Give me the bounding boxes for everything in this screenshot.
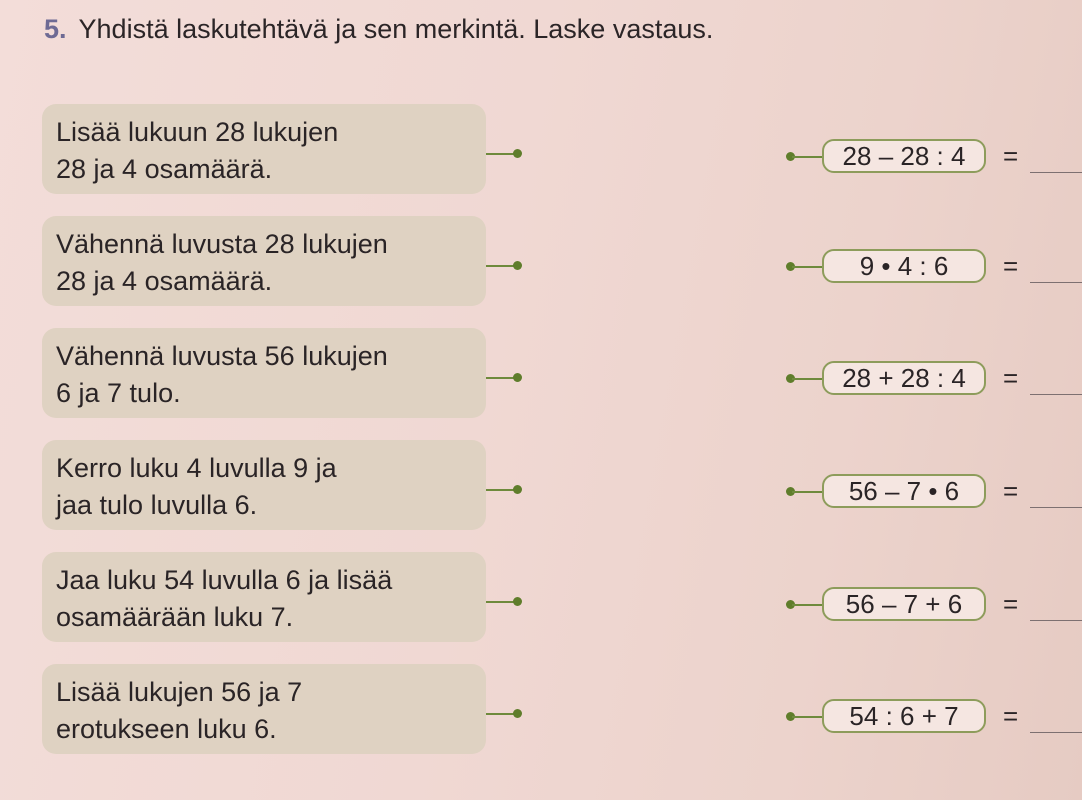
prompt-box-5 (42, 552, 486, 642)
exercise-number: 5. (44, 14, 67, 44)
prompt-box-1 (42, 104, 486, 194)
match-dot-left-5[interactable] (513, 597, 522, 606)
prompt-line: 6 ja 7 tulo. (56, 378, 181, 408)
equals-sign: = (1003, 701, 1019, 731)
equals-sign: = (1003, 476, 1019, 506)
connector-stub (792, 716, 822, 718)
connector-stub (486, 265, 516, 267)
prompt-line: 28 ja 4 osamäärä. (56, 266, 273, 296)
answer-blank-5[interactable] (1030, 620, 1082, 621)
prompt-line: 28 ja 4 osamäärä. (56, 154, 273, 184)
prompt-line: Vähennä luvusta 28 lukujen (56, 229, 388, 259)
connector-stub (792, 491, 822, 493)
connector-stub (792, 266, 822, 268)
prompt-line: Lisää lukujen 56 ja 7 (56, 677, 303, 707)
equals-sign: = (1003, 363, 1019, 393)
prompt-box-4 (42, 440, 486, 530)
expression-box-3: 28 + 28 : 4 (822, 361, 986, 395)
connector-stub (486, 153, 516, 155)
answer-blank-4[interactable] (1030, 507, 1082, 508)
exercise-heading (44, 12, 713, 46)
expression-box-5: 56 – 7 + 6 (822, 587, 986, 621)
answer-blank-3[interactable] (1030, 394, 1082, 395)
prompt-box-6 (42, 664, 486, 754)
connector-stub (792, 604, 822, 606)
prompt-line: Kerro luku 4 luvulla 9 ja (56, 453, 337, 483)
expression-box-4: 56 – 7 • 6 (822, 474, 986, 508)
prompt-line: osamäärään luku 7. (56, 602, 294, 632)
expression-box-1: 28 – 28 : 4 (822, 139, 986, 173)
match-dot-left-4[interactable] (513, 485, 522, 494)
connector-stub (792, 156, 822, 158)
equals-sign: = (1003, 141, 1019, 171)
equals-sign: = (1003, 251, 1019, 281)
prompt-line: Vähennä luvusta 56 lukujen (56, 341, 388, 371)
answer-blank-1[interactable] (1030, 172, 1082, 173)
prompt-line: Jaa luku 54 luvulla 6 ja lisää (56, 565, 393, 595)
connector-stub (486, 601, 516, 603)
equals-sign: = (1003, 589, 1019, 619)
connector-stub (486, 713, 516, 715)
prompt-line: Lisää lukuun 28 lukujen (56, 117, 339, 147)
prompt-box-2 (42, 216, 486, 306)
connector-stub (792, 378, 822, 380)
prompt-box-3 (42, 328, 486, 418)
answer-blank-6[interactable] (1030, 732, 1082, 733)
connector-stub (486, 377, 516, 379)
match-dot-left-6[interactable] (513, 709, 522, 718)
answer-blank-2[interactable] (1030, 282, 1082, 283)
match-dot-left-1[interactable] (513, 149, 522, 158)
connector-stub (486, 489, 516, 491)
match-dot-left-3[interactable] (513, 373, 522, 382)
expression-box-2: 9 • 4 : 6 (822, 249, 986, 283)
prompt-line: jaa tulo luvulla 6. (56, 490, 258, 520)
prompt-line: erotukseen luku 6. (56, 714, 277, 744)
match-dot-left-2[interactable] (513, 261, 522, 270)
exercise-instruction: Yhdistä laskutehtävä ja sen merkintä. Laske vastaus. (78, 14, 714, 44)
expression-box-6: 54 : 6 + 7 (822, 699, 986, 733)
